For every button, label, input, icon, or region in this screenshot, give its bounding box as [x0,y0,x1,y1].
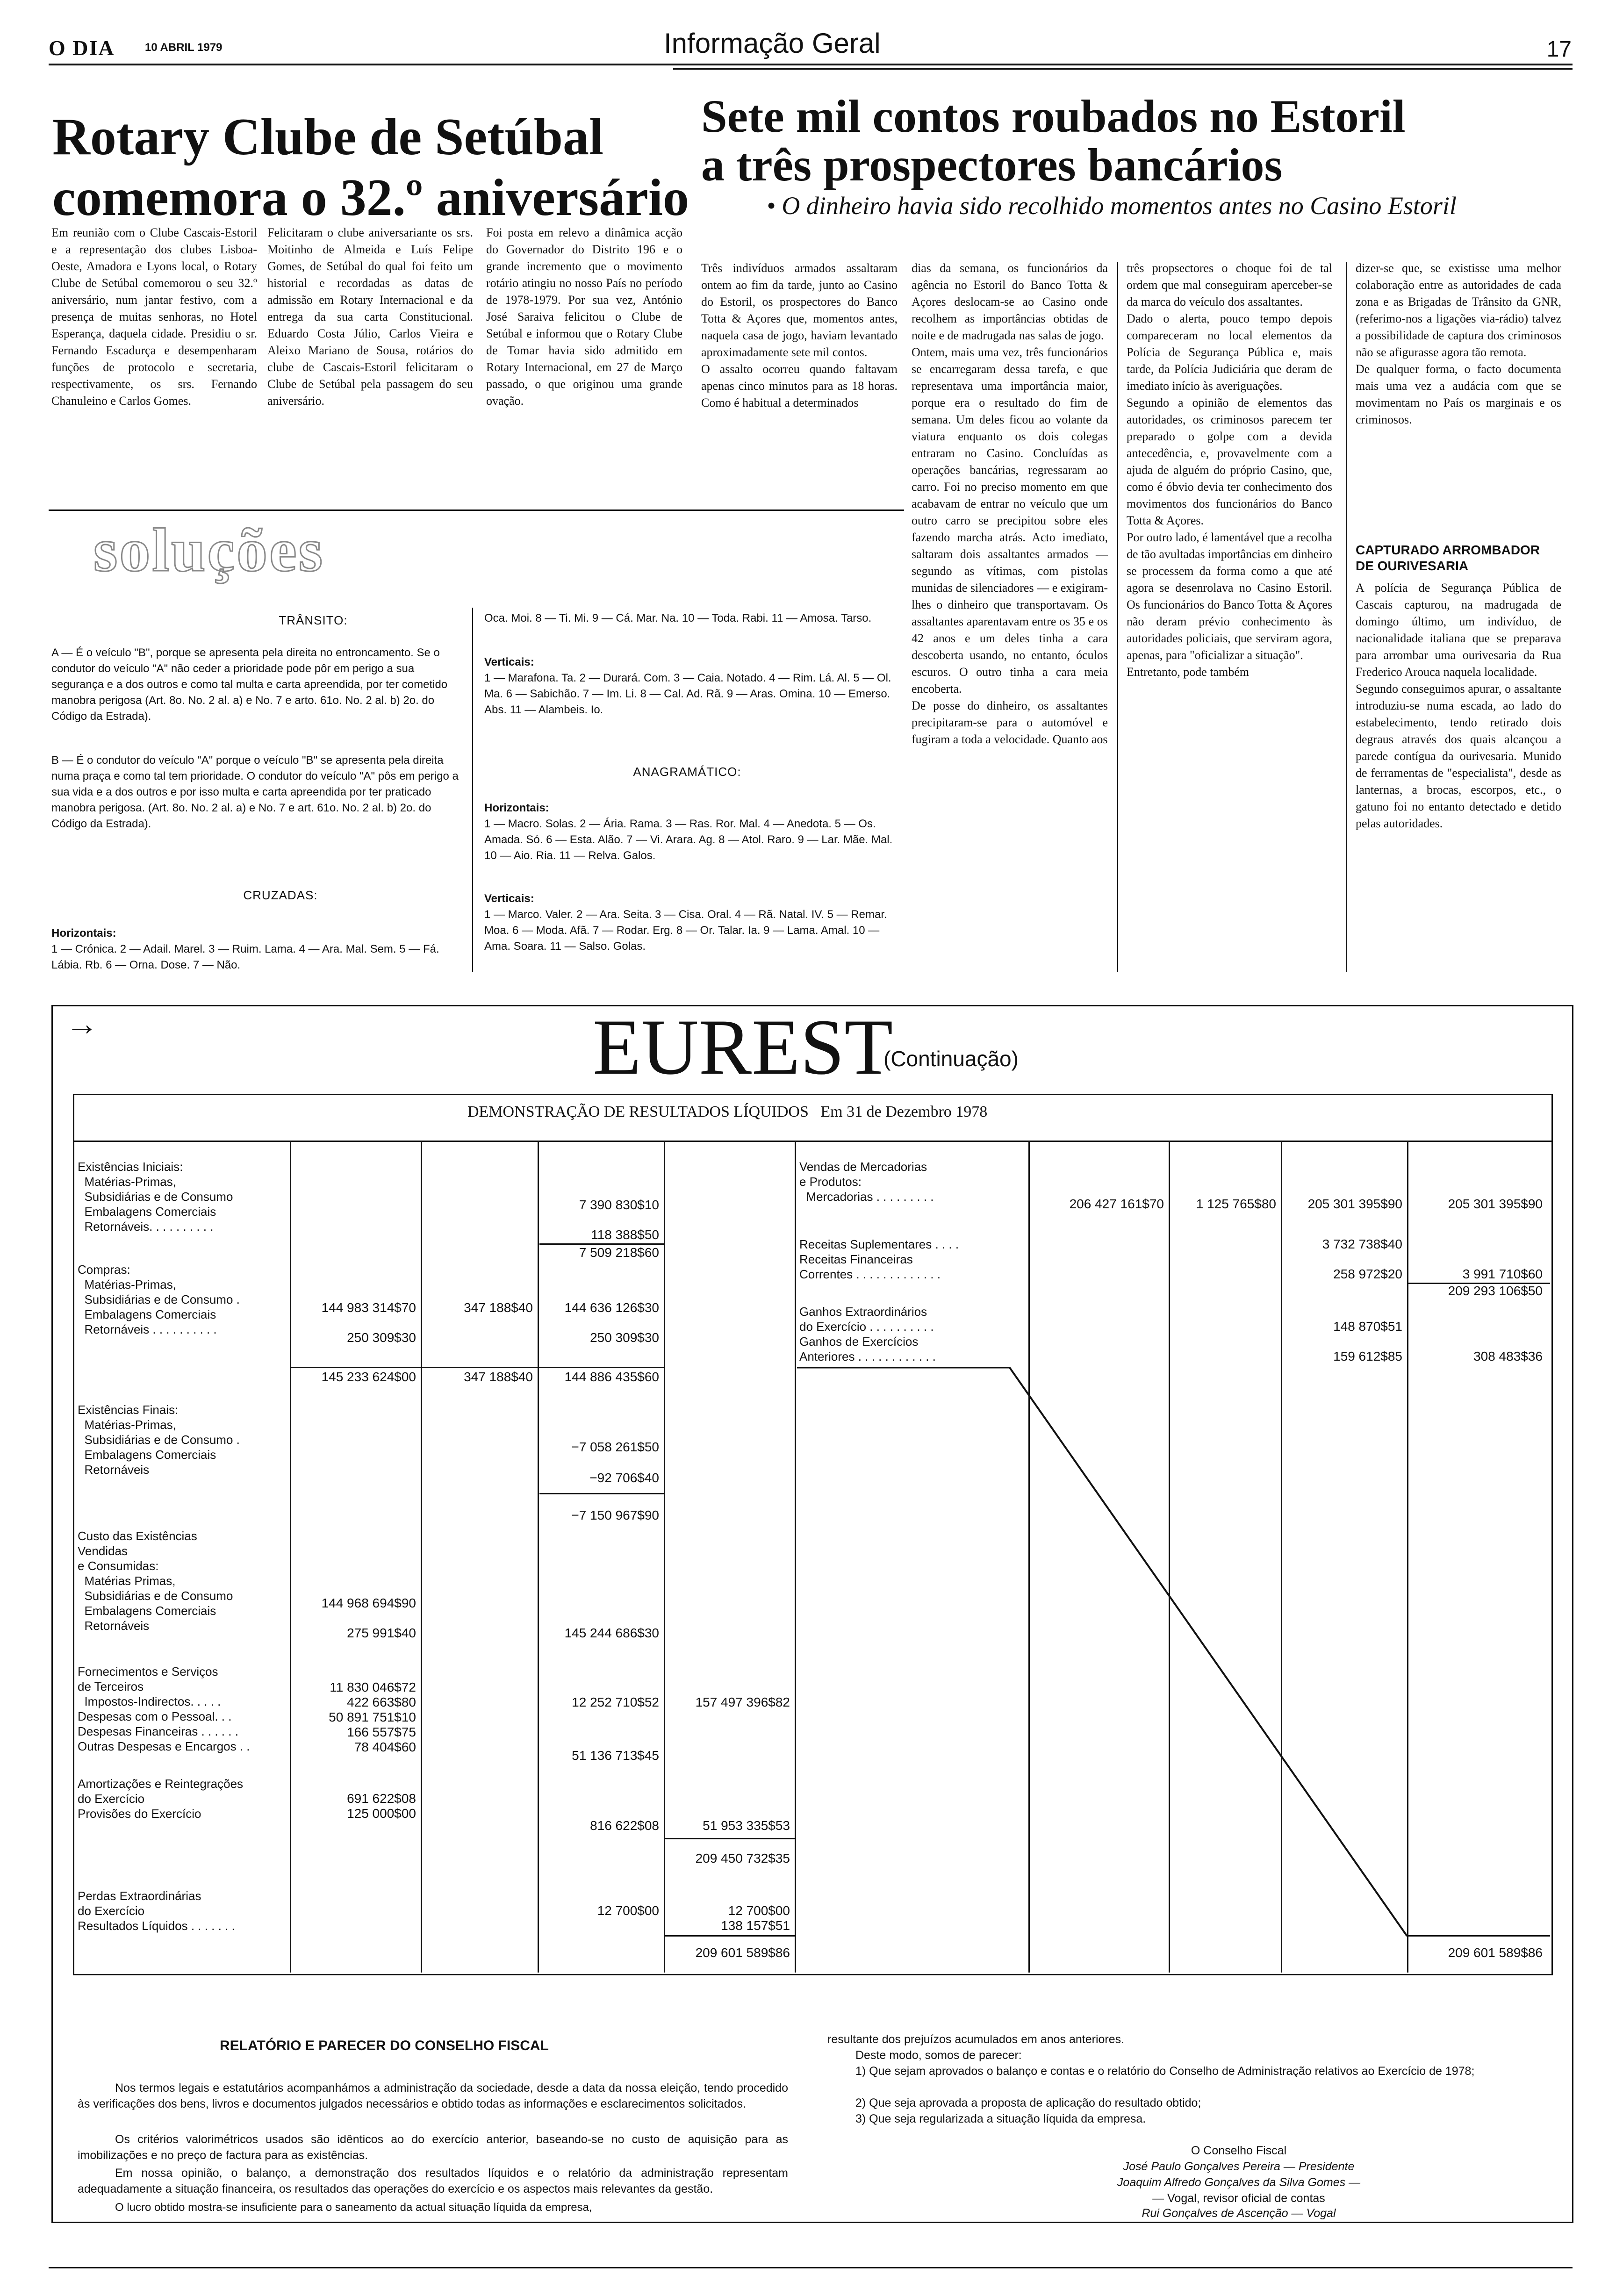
report-title: RELATÓRIO E PARECER DO CONSELHO FISCAL [220,2038,549,2053]
label-existencias-finais: Existências Finais: Matérias-Primas, Subsidiárias e de Consumo . Embalagens Comerciais Retornáveis [78,1403,240,1477]
anagr-horiz: 1 — Macro. Solas. 2 — Ária. Rama. 3 — Ras. Ror. Mal. 4 — Anedota. 5 — Os. Amada. Só. 6 — Esta. Alão. 7 — Vi. Arara. Ag. 8 — Atol. Raro. 9 — Lar. Mãe. Mal. 10 — Aio. Ria. 11 — Relva. Galos. [484,818,896,862]
robbery-headline-2: a três prospectores bancários [701,139,1283,191]
signature-4: Rui Gonçalves de Ascenção — Vogal [1142,2207,1336,2220]
newspaper-name: O DIA [49,36,115,60]
value-cell: 144 636 126$30 [564,1300,659,1315]
value-cell: 250 309$30 [590,1330,659,1345]
robbery-headline-1: Sete mil contos roubados no Estoril [701,90,1406,142]
arrow-icon: → [65,1005,98,1042]
cruzadas-cont: Oca. Moi. 8 — Ti. Mi. 9 — Cá. Mar. Na. 10 — Toda. Rabi. 11 — Amosa. Tarso. [484,612,872,624]
table-title: DEMONSTRAÇÃO DE RESULTADOS LÍQUIDOS Em 31 de Dezembro 1978 [467,1103,988,1120]
footer-rule [49,2267,1573,2268]
value-cell: 205 301 395$90 [1448,1197,1543,1211]
value-cell: 275 991$40 [347,1626,416,1640]
rotary-headline-2: comemora o 32.º aniversário [52,169,689,227]
cruzadas-heading: CRUZADAS: [243,888,318,902]
cruzadas-horiz-heading: Horizontais: [51,927,116,940]
robbery-col-2: dias da semana, os funcionários da agência no Estoril do Banco Totta & Açores deslocam-se ao Casino onde recolhem as importâncias obtidas de noite e de madrugada nas salas de jogo. Ontem, mais uma vez, três funcionários se encarregaram dessa tarefa, e que representava uma importância maior, porque era o resultado do fim de semana. Um deles ficou ao volante da viatura enquanto os dois colegas entraram no Casino. Concluídas as operações bancárias, regressaram ao carro. Foi no preciso momento em que acabavam de entrar no veículo que um outro carro se precipitou sobre eles fazendo marcha atrás. Acto imediato, saltaram dois assaltantes armados — segundo as vítimas, com pistolas munidas de silenciadores — e exigiram-lhes o dinheiro que transportavam. Os assaltantes aparentavam entre os 35 e os 42 anos e um deles tinha a cara descoberta usando, no entanto, óculos escuros. O outro tinha a cara meia encoberta. De posse do dinheiro, os assaltantes precipitaram-se para o automóvel e fugiram a toda a velocidade. Quanto aos [912,261,1108,746]
value-cell: 50 891 751$10 [329,1710,416,1724]
issue-date: 10 ABRIL 1979 [145,41,223,54]
transito-b: B — É o condutor do veículo "A" porque o veículo "B" se apresenta pela direita numa praça e como tal tem prioridade. O condutor do veículo "A" pôs em perigo a sua vida e a dos outros e por isso multa e carta apreendida por ter praticado manobra perigosa. (Art. 8o. No. 2 al. a) e No. 7 e art. 61o. No. 2 al. b) 2o. do Código da Estrada). [51,754,462,830]
robbery-col-4a: dizer-se que, se existisse uma melhor colaboração entre as autoridades de cada zona e as Brigadas de Trânsito da GNR, (referimo-nos a ligações via-rádio) talvez a possibilidade de captura dos criminosos não se afigurasse agora tão remota. De qualquer forma, o facto documenta mais uma vez a audácia com que se movimentam no País os marginais e os criminosos. [1356,261,1561,426]
value-cell: 12 252 710$52 [572,1695,659,1709]
value-cell: 144 886 435$60 [564,1370,659,1384]
label-perdas: Perdas Extraordinárias do Exercício Resultados Líquidos . . . . . . . [78,1889,235,1933]
report-p3: Em nossa opinião, o balanço, a demonstração dos resultados líquidos e o relatório da administração representam adequadamente a situação financeira, os resultados das operações do exercício e os aspectos mais relevantes da gestão. [78,2167,788,2196]
value-cell: 11 830 046$72 [330,1680,416,1694]
cruzadas-vert: 1 — Marafona. Ta. 2 — Durará. Com. 3 — Caia. Notado. 4 — Rim. Lá. Al. 5 — Ol. Ma. 6 — Sabichão. 7 — Im. Li. 8 — Cal. Ad. Rã. 9 — Aras. Omina. 10 — Emerso. Abs. 11 — Alambeis. Io. [484,672,895,716]
rotary-col-2: Felicitaram o clube aniversariante os srs. Moitinho de Almeida e Luís Felipe Gomes, de Setúbal do qual foi feito um historial e recordadas as datas de admissão em Rotary Internacional e da entrega da sua carta Constitucional. Eduardo Costa Júlio, Carlos Vieira e Aleixo Mariano de Sousa, rotários do clube de Cascais-Estoril felicitaram o Clube de Setúbal pela passagem do seu aniversário. [267,226,473,408]
report-r2: Deste modo, somos de parecer: [855,2049,1022,2062]
solucoes-title: soluções [93,516,324,584]
eurest-title-suffix: (Continuação) [883,1047,1019,1071]
value-cell: 166 557$75 [347,1725,416,1739]
value-cell: 1 125 765$80 [1196,1197,1276,1211]
value-cell: 159 612$85 [1333,1349,1402,1363]
robbery-subtitle: • O dinheiro havia sido recolhido momentos antes no Casino Estoril [767,192,1457,220]
value-cell: 145 244 686$30 [564,1626,659,1640]
label-custo-existencias: Custo das Existências Vendidas e Consumidas: Matérias Primas, Subsidiárias e de Consumo Embalagens Comerciais Retornáveis [78,1529,233,1633]
value-cell: 816 622$08 [590,1818,659,1833]
transito-heading: TRÂNSITO: [279,613,348,627]
report-r3: 1) Que sejam aprovados o balanço e contas e o relatório do Conselho de Administração relativos ao Exercício de 1978; [855,2065,1475,2078]
signature-1: José Paulo Gonçalves Pereira — Presidente [1123,2160,1355,2173]
value-cell: 51 953 335$53 [703,1818,790,1833]
robbery-col-1: Três indivíduos armados assaltaram ontem ao fim da tarde, junto ao Casino do Estoril, os prospectores do Banco Totta & Açores que, momentos antes, naquela casa de jogo, haviam levantado aproximadamente sete mil contos. O assalto ocorreu quando faltavam apenas cinco minutos para as 18 horas. Como é habitual a determinados [701,261,898,409]
signature-heading: O Conselho Fiscal [1191,2144,1287,2157]
anagr-vert-heading: Verticais: [484,892,534,905]
signature-2: Joaquim Alfredo Gonçalves da Silva Gomes — [1117,2176,1361,2189]
report-p1: Nos termos legais e estatutários acompanhámos a administração da sociedade, desde a data da nossa eleição, tendo procedido às verificações dos bens, livros e documentos julgados necessários e obtido todas as informações e esclarecimentos solicitados. [78,2081,788,2110]
value-cell: 209 293 106$50 [1448,1284,1543,1298]
report-r5: 3) Que seja regularizada a situação líquida da empresa. [855,2112,1146,2125]
report-p4: O lucro obtido mostra-se insuficiente para o saneamento da actual situação líquida da empresa, [115,2201,592,2214]
grand-total-right: 209 601 589$86 [1448,1945,1543,1960]
value-cell: 258 972$20 [1333,1267,1402,1281]
value-cell: 250 309$30 [347,1330,416,1345]
value-cell: 206 427 161$70 [1069,1197,1164,1211]
section-title: Informação Geral [664,28,881,59]
capture-subheading: CAPTURADO ARROMBADOR DE OURIVESARIA [1356,543,1540,573]
value-cell: 308 483$36 [1473,1349,1543,1363]
report-r4: 2) Que seja aprovada a proposta de aplicação do resultado obtido; [855,2096,1201,2109]
value-cell: 691 622$08 [347,1791,416,1806]
anagramatico-heading: ANAGRAMÁTICO: [633,765,741,779]
value-cell: 144 983 314$70 [321,1300,416,1315]
transito-a: A — É o veículo "B", porque se apresenta pela direita no entroncamento. Se o condutor do veículo "A" não ceder a prioridade pode pôr em perigo a sua segurança e a dos outros e como tal multa e carta apreendida, por ter cometido manobra perigosa (Art. 8o. No. 2 al. a) e No. 7 e arto. 61o. No. 2 al. b) 2o. do Código da Estrada). [51,646,451,723]
value-cell: −7 058 261$50 [571,1440,659,1454]
label-vendas: Vendas de Mercadorias e Produtos: Mercadorias . . . . . . . . . [799,1160,934,1204]
value-cell: 125 000$00 [347,1806,416,1821]
value-cell: 347 188$40 [464,1370,533,1384]
value-cell: 78 404$60 [354,1740,416,1754]
label-ganhos: Ganhos Extraordinários do Exercício . . . . . . . . . . Ganhos de Exercícios Anteriores . . . . . . . . . . . . [799,1305,936,1363]
value-cell: 7 390 830$10 [579,1198,659,1212]
value-cell: −7 150 967$90 [571,1508,659,1522]
value-cell: 422 663$80 [347,1695,416,1709]
label-amortizacoes: Amortizações e Reintegrações do Exercício Provisões do Exercício [78,1777,244,1821]
value-cell: 148 870$51 [1333,1319,1402,1334]
robbery-col-3: três propsectores o choque foi de tal ordem que mal conseguiram aperceber-se da marca do veículo dos assaltantes. Dado o alerta, pouco tempo depois compareceram no local elementos da Polícia de Segurança Pública e, mais tarde, da Polícia Judiciária que deram de imediato início às averiguações. Segundo a opinião de elementos das autoridades, os criminosos parecem ter preparado o golpe com a devida antecedência, e, provavelmente com a ajuda de alguém do próprio Casino, que, como é óbvio devia ter conhecimento dos movimentos dos funcionários do Banco Totta & Açores. Por outro lado, é lamentável que a recolha de tão avultadas importâncias em dinheiro se processem da forma como a que até agora se desenrolava no Casino Estoril. Os funcionários do Banco Totta & Açores não deram prévio conhecimento às autoridades policiais, que serviram agora, apenas, para "oficializar a situação". Entretanto, pode também [1127,261,1332,679]
cruzadas-vert-heading: Verticais: [484,656,534,668]
report-r1: resultante dos prejuízos acumulados em anos anteriores. [827,2033,1125,2046]
value-cell: 3 991 710$60 [1462,1267,1543,1281]
value-cell: 144 968 694$90 [321,1596,416,1610]
value-cell: 209 450 732$35 [695,1851,790,1866]
report-p2: Os critérios valorimétricos usados são idênticos ao do exercício anterior, baseando-se no custo de aquisição para as imobilizações e no preço de factura para as existências. [78,2133,788,2162]
value-cell: 145 233 624$00 [321,1370,416,1384]
value-cell: 138 157$51 [721,1918,790,1933]
grand-total-left: 209 601 589$86 [695,1945,790,1960]
value-cell: 12 700$00 [597,1903,659,1918]
robbery-col-4b: A polícia de Segurança Pública de Cascais capturou, na madrugada de domingo último, um indivíduo, de nacionalidade italiana que se preparava para arrombar uma ourivesaria da Rua Frederico Arouca naquela localidade. Segundo conseguimos apurar, o assaltante introduziu-se numa escada, ao lado do estabelecimento, tendo retirado dois degraus através dos quais alcançou a parede contígua da ourivesaria. Munido de ferramentas de "especialista", desde as lanternas, a brocas, escorpos, etc., o gatuno foi no entanto detectado e detido pelas autoridades. [1356,581,1561,830]
cruzadas-horiz: 1 — Crónica. 2 — Adail. Marel. 3 — Ruim. Lama. 4 — Ara. Mal. Sem. 5 — Fá. Lábia. Rb. 6 — Orna. Dose. 7 — Não. [51,943,443,971]
label-existencias-iniciais: Existências Iniciais: Matérias-Primas, Subsidiárias e de Consumo Embalagens Comerciais Retornáveis. . . . . . . . . . [78,1160,233,1234]
label-compras: Compras: Matérias-Primas, Subsidiárias e de Consumo . Embalagens Comerciais Retornáveis . . . . . . . . . . [78,1263,240,1336]
value-cell: 51 136 713$45 [572,1748,659,1763]
value-cell: 157 497 396$82 [695,1695,790,1709]
eurest-title: EUREST [593,1003,893,1091]
value-cell: 3 732 738$40 [1322,1237,1402,1251]
anagr-horiz-heading: Horizontais: [484,802,549,814]
rotary-col-3: Foi posta em relevo a dinâmica acção do Governador do Distrito 196 e o grande incremento que o movimento rotário atingiu no nosso País no período de 1978-1979. Por sua vez, António José Saraiva felicitou o Clube de Setúbal e informou que o Rotary Clube de Tomar havia sido admitido em Rotary Internacional, em 27 de Março passado, o que originou uma grande ovação. [486,226,682,408]
value-cell: 7 509 218$60 [579,1245,659,1260]
value-cell: 205 301 395$90 [1307,1197,1402,1211]
value-cell: 347 188$40 [464,1300,533,1315]
value-cell: 118 388$50 [591,1227,659,1242]
label-receitas: Receitas Suplementares . . . . Receitas Financeiras Correntes . . . . . . . . . . . . . [799,1237,959,1281]
page-number: 17 [1546,37,1572,62]
value-cell: 12 700$00 [728,1903,790,1918]
anagr-vert: 1 — Marco. Valer. 2 — Ara. Seita. 3 — Cisa. Oral. 4 — Rã. Natal. IV. 5 — Remar. Moa. 6 — Moda. Afã. 7 — Rodar. Erg. 8 — Or. Talar. Ia. 9 — Lama. Amal. 10 — Ama. Soara. 11 — Salso. Golas. [484,908,890,953]
value-cell: −92 706$40 [589,1471,659,1485]
label-fornecimentos: Fornecimentos e Serviços de Terceiros Impostos-Indirectos. . . . . Despesas com o Pessoal. . . Despesas Financeiras . . . . . . Outras Despesas e Encargos . . [78,1665,250,1753]
rotary-col-1: Em reunião com o Clube Cascais-Estoril e a representação dos clubes Lisboa-Oeste, Amadora e Lyons local, o Rotary Clube de Setúbal comemorou o seu 32.º aniversário, num jantar festivo, com a presença de muitas senhoras, no Hotel Esperança, daquela cidade. Presidiu o sr. Fernando Escadurça e desempenharam funções de protocolo e secretaria, respectivamente, os srs. Fernando Chanuleino e Carlos Gomes. [51,226,257,408]
rotary-headline-1: Rotary Clube de Setúbal [52,108,604,166]
signature-3: — Vogal, revisor oficial de contas [1152,2192,1325,2205]
